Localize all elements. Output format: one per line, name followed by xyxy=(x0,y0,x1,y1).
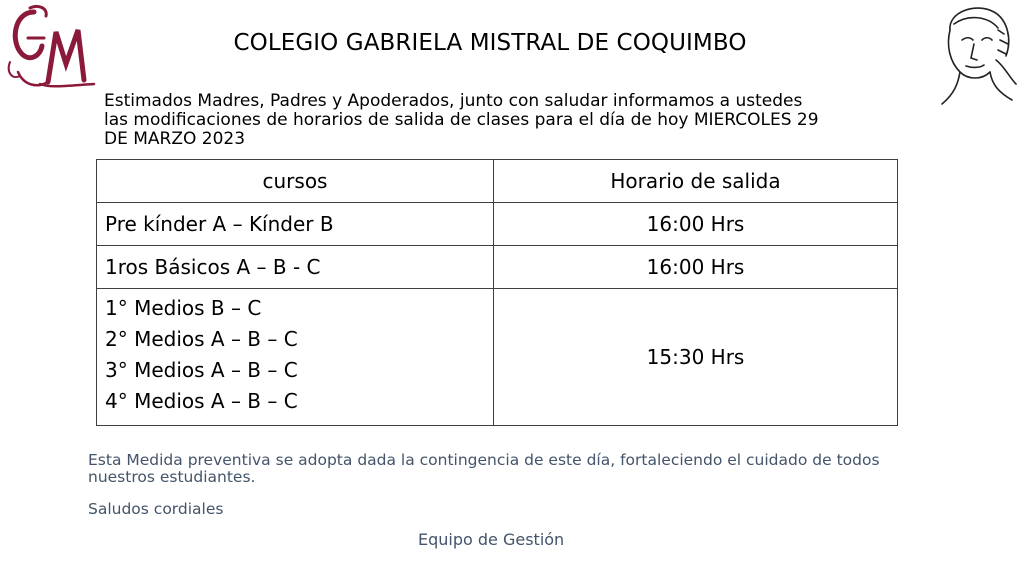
course-line: 3° Medios A – B – C xyxy=(105,358,298,382)
course-cell: 1ros Básicos A – B - C xyxy=(97,246,494,289)
course-line: 2° Medios A – B – C xyxy=(105,327,298,351)
note-paragraph: Esta Medida preventiva se adopta dada la contingencia de este día, fortaleciendo el cuidado de todos nuestros estudiantes. xyxy=(88,451,880,486)
course-cell: Pre kínder A – Kínder B xyxy=(97,203,494,246)
table-row xyxy=(97,246,898,289)
table-header-row xyxy=(97,160,898,203)
intro-paragraph: Estimados Madres, Padres y Apoderados, junto con saludar informamos a ustedes las modificaciones de horarios de salida de clases para el día de hoy MIERCOLES 29 DE MARZO 2023 xyxy=(104,91,819,149)
header-exit-time: Horario de salida xyxy=(494,160,898,203)
greeting: Saludos cordiales xyxy=(88,500,224,518)
table-row xyxy=(97,203,898,246)
schedule-table xyxy=(96,159,898,426)
time-cell: 16:00 Hrs xyxy=(494,246,898,289)
page-title: COLEGIO GABRIELA MISTRAL DE COQUIMBO xyxy=(233,30,747,56)
course-line: 4° Medios A – B – C xyxy=(105,389,298,413)
gabriela-mistral-portrait-icon xyxy=(928,0,1020,110)
school-logo-icon xyxy=(4,2,96,94)
time-cell: 15:30 Hrs xyxy=(494,289,898,426)
course-cell xyxy=(97,289,494,426)
course-line: 1° Medios B – C xyxy=(105,296,262,320)
table-row xyxy=(97,289,898,426)
time-cell: 16:00 Hrs xyxy=(494,203,898,246)
header-courses: cursos xyxy=(97,160,494,203)
signature: Equipo de Gestión xyxy=(418,530,565,549)
